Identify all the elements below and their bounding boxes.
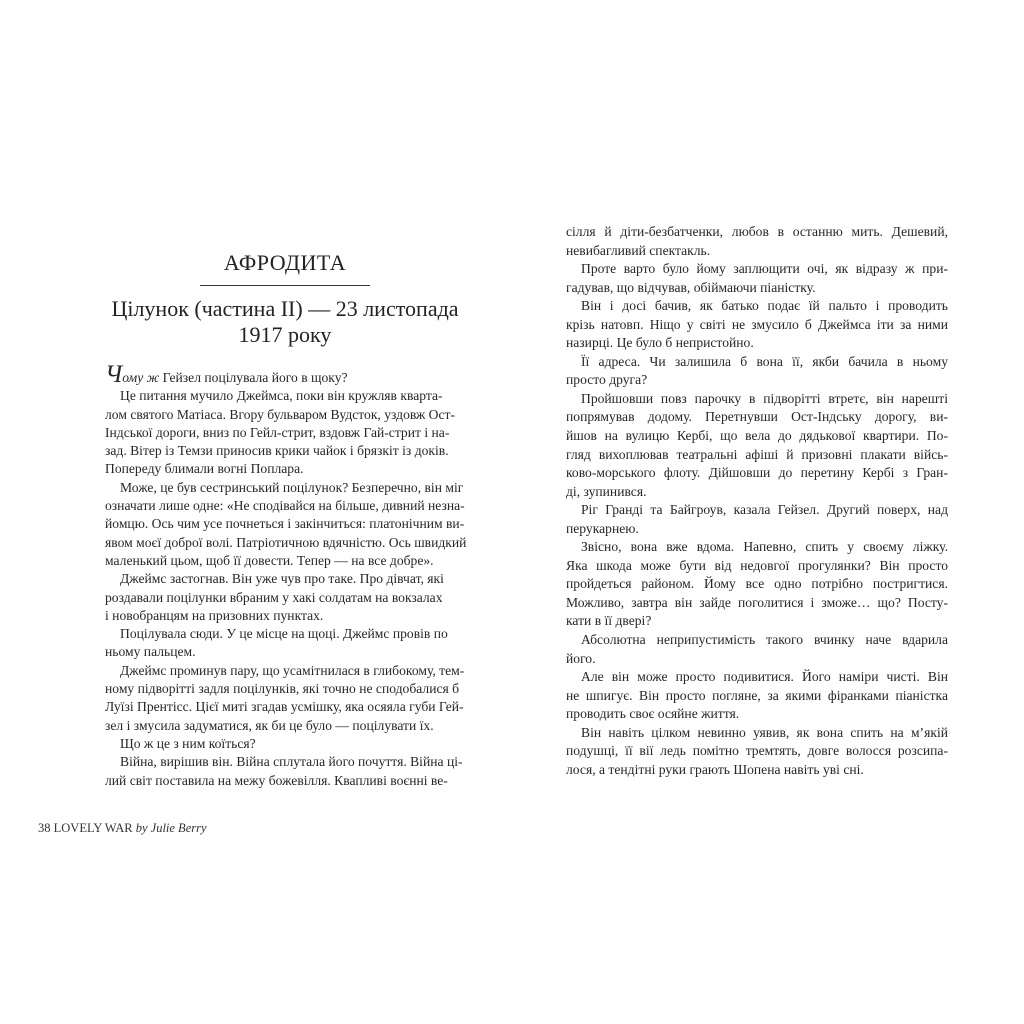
text-line: подушці, її вії ледь помітно тремтять, довге волосся розсипа-	[566, 743, 948, 759]
text-line: Попереду блимали вогні Поплара.	[105, 461, 304, 477]
text-line: Ріг Гранді та Байгроув, казала Гейзел. Другий поверх, над	[581, 502, 948, 518]
text-line: ково-морського флоту. Дійшовши до перетину Кербі з Гран-	[566, 465, 948, 481]
text-line: Яка шкода може бути від недовгої прогулянки? Він просто	[566, 557, 948, 573]
paragraph	[105, 570, 444, 625]
lead-drop-letter: Ч	[105, 361, 123, 388]
text-line: проводить своє осяйне життя.	[566, 706, 740, 722]
text-line: Це питання мучило Джеймса, поки він кружляв кварта-	[120, 388, 443, 404]
chapter-title: АФРОДИТА	[223, 250, 347, 275]
text-line: Він і досі бачив, як батько подає їй пальто і проводить	[581, 298, 948, 314]
text-line: гадував, що відчував, обіймаючи піаністку.	[566, 279, 816, 295]
text-line: означати лише одне: «Не сподівайся на більше, дивний незна-	[105, 498, 465, 514]
lead-line	[105, 361, 441, 388]
lead-rest: Гейзел поцілувала його в щоку?	[159, 370, 348, 385]
text-line: Звісно, вона вже вдома. Напевно, спить у своєму ліжку.	[581, 539, 948, 555]
page-footer	[38, 821, 207, 836]
paragraph	[566, 538, 948, 631]
text-line: ньому пальцем.	[105, 644, 196, 660]
right-page-text	[566, 223, 948, 779]
text-line: Поцілувала сюди. У це місце на щоці. Джеймс провів по	[120, 626, 448, 642]
text-line: невибагливий спектакль.	[566, 242, 711, 258]
title-divider	[200, 285, 370, 286]
text-line: його.	[566, 650, 596, 666]
paragraph	[105, 625, 448, 662]
text-line: Її адреса. Чи залишила б вона її, якби бачила в ньому	[581, 353, 948, 369]
text-line: сілля й діти-безбатченки, любов в останню мить. Дешевий,	[566, 224, 948, 239]
text-line: Пройшовши повз парочку в підворітті втретє, він нарешті	[581, 390, 948, 406]
paragraph	[566, 390, 948, 501]
text-line: ді, зупинився.	[566, 483, 647, 499]
left-page-text	[105, 361, 467, 790]
page-number: 38	[38, 821, 51, 835]
paragraph	[566, 260, 948, 297]
text-line: і новобранцям на призовних пунктах.	[105, 607, 324, 623]
paragraph	[566, 501, 948, 538]
text-line: лося, а тендітні руки грають Шопена навіть уві сні.	[566, 761, 864, 777]
text-line: ному підворітті задля поцілунків, які точно не сподобалися б	[105, 681, 460, 697]
text-line: Абсолютна неприпустимість такого вчинку наче вдарила	[581, 632, 948, 648]
text-line: зад. Вітер із Темзи приносив крики чайок і брязкіт із доків.	[105, 443, 449, 459]
text-line: роздавали поцілунки вбраним у хакі солдатам на вокзалах	[105, 589, 443, 605]
text-line: Проте варто було йому заплющити очі, як відразу ж при-	[581, 261, 948, 277]
paragraph	[566, 668, 948, 724]
text-line: Він навіть цілком невинно уявив, як вона спить на м’якій	[581, 724, 948, 740]
paragraph	[566, 297, 948, 353]
text-line: зел і змусила задуматися, як би це було — поцілувати їх.	[105, 717, 434, 733]
book-title: LOVELY WAR	[53, 821, 133, 835]
text-line: просто друга?	[566, 372, 648, 388]
text-line: не шпигує. Він просто погляне, за якими фіранками піаністка	[566, 687, 948, 703]
paragraph	[105, 662, 465, 735]
subtitle-line: 1917 року	[238, 322, 332, 347]
text-line: Індської дороги, вниз по Гейл-стрит, вздовж Гай-стрит і на-	[105, 424, 450, 440]
chapter-subtitle	[95, 296, 475, 348]
text-line: Війна, вирішив він. Війна сплутала його почуття. Війна ці-	[120, 754, 463, 770]
by-label: by	[135, 821, 148, 835]
text-line: Що ж це з ним коїться?	[120, 735, 256, 751]
text-line: перукарнею.	[566, 520, 639, 536]
paragraph	[566, 724, 948, 780]
text-line: Може, це був сестринський поцілунок? Безперечно, він міг	[120, 479, 464, 495]
text-line: Але він може просто подивитися. Його наміри чисті. Він	[581, 669, 948, 685]
text-line: пройдеться районом. Йому все одно потрібно постригтися.	[566, 576, 948, 592]
paragraph	[105, 479, 467, 570]
paragraph	[566, 353, 948, 390]
text-line: йомцю. Ось чим усе почнеться і закінчиться: платонічним ви-	[105, 516, 465, 532]
text-line: кати в її двері?	[566, 613, 652, 629]
author-name: Julie Berry	[150, 821, 207, 835]
text-line: йшов на вулицю Кербі, що вела до дядькової квартири. По-	[566, 428, 948, 444]
text-line: Луїзі Прентісс. Цієї миті згадав усмішку, яка осяяла губи Гей-	[105, 699, 464, 715]
paragraph	[105, 753, 463, 790]
text-line: крізь натовп. Ніщо у світі не змусило б Джеймса іти за ними	[566, 316, 948, 332]
text-line: попрямував додому. Перетнувши Ост-Індську дорогу, ви-	[566, 409, 948, 425]
text-line: Можливо, завтра він зайде поголитися і зможе… що? Посту-	[566, 594, 948, 610]
text-line: явом моєї доброї волі. Патріотичною вдячністю. Ось швидкий	[105, 534, 467, 550]
lead-italic: ому ж	[122, 370, 160, 385]
paragraph	[566, 223, 948, 260]
paragraph	[105, 387, 455, 478]
text-line: Джеймс проминув пару, що усамітнилася в глибокому, тем-	[120, 662, 465, 678]
subtitle-line: Цілунок (частина II) — 23 листопада	[111, 296, 459, 321]
text-line: гляд вихоплював театральні афіші й призовні плакати війсь-	[566, 446, 948, 462]
text-line: лом святого Матіаса. Вгору бульваром Вудсток, уздовж Ост-	[105, 406, 455, 422]
text-line: лий світ поставила на межу божевілля. Квапливі воєнні ве-	[105, 772, 448, 788]
text-line: Джеймс застогнав. Він уже чув про таке. Про дівчат, які	[120, 571, 444, 587]
text-line: маленький цьом, щоб її довести. Тепер — на все добре».	[105, 552, 434, 568]
paragraph	[105, 735, 441, 753]
text-line: назирці. Це було б непристойно.	[566, 335, 754, 351]
paragraph	[566, 631, 948, 668]
